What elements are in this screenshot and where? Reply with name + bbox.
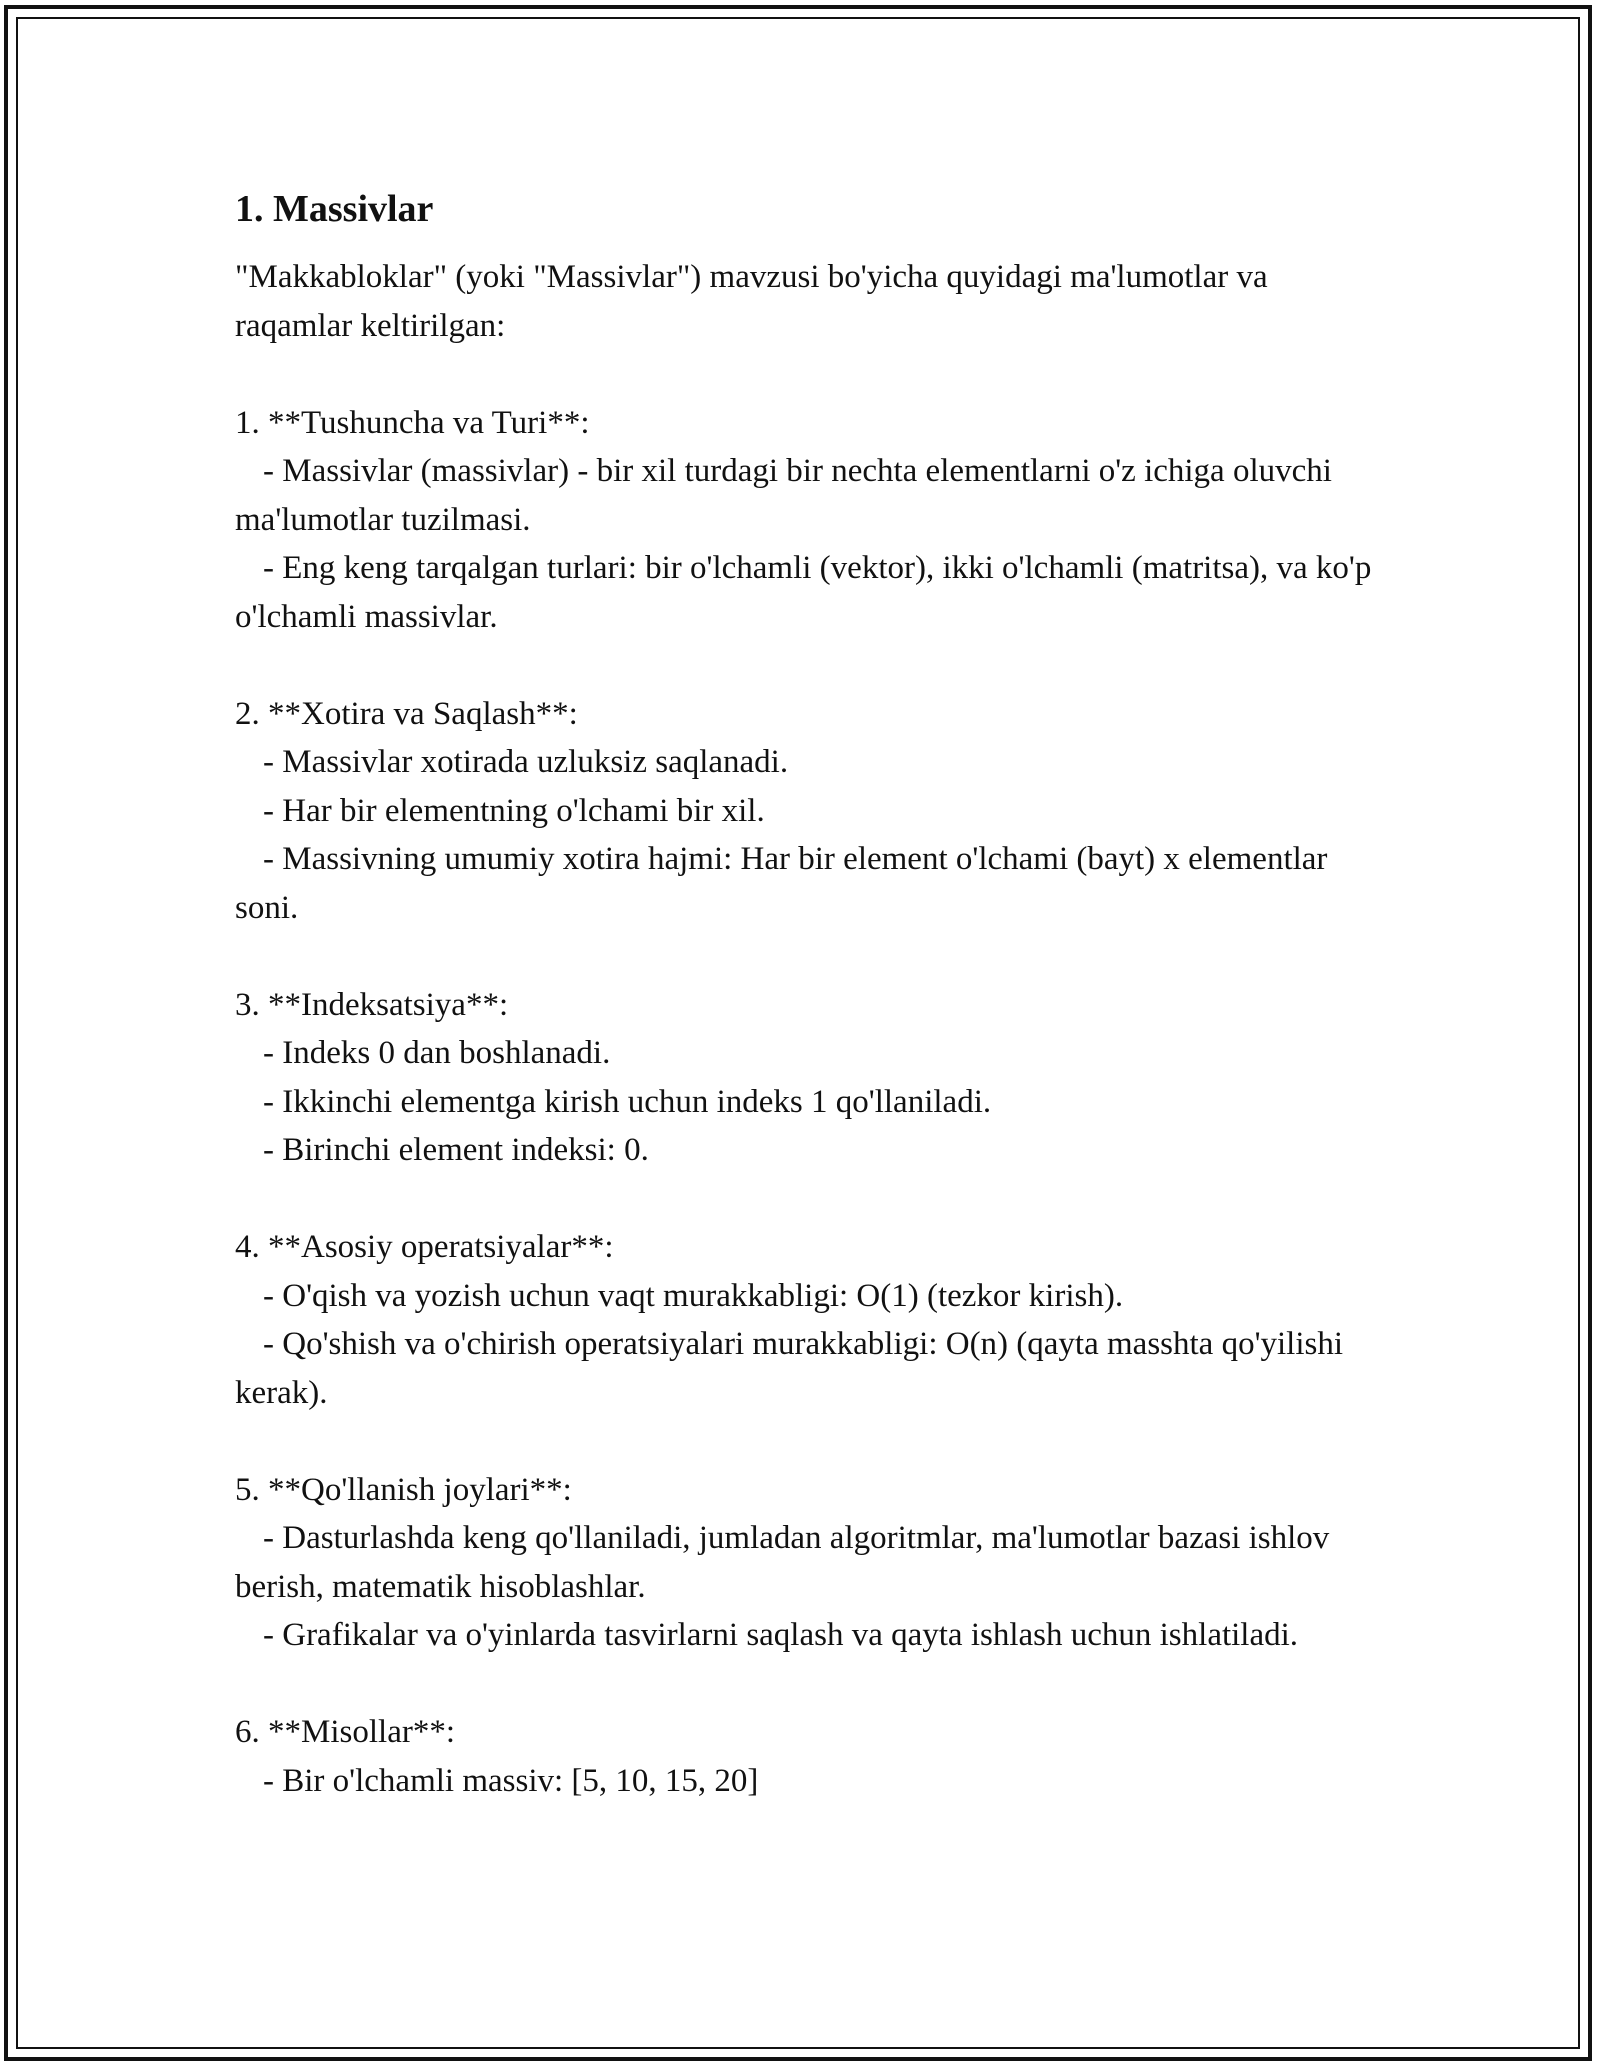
bullet-text: - Dasturlashda keng qo'llaniladi, jumladan algoritmlar, ma'lumotlar bazasi ishlov berish, matematik hisoblashlar.	[235, 1520, 1330, 1605]
section-heading: 2. **Xotira va Saqlash**:	[235, 695, 578, 732]
bullet-item	[235, 1029, 1375, 1078]
intro-paragraph: "Makkabloklar" (yoki "Massivlar") mavzusi bo'yicha quyidagi ma'lumotlar va raqamlar keltirilgan:	[235, 259, 1268, 344]
bullet-item	[235, 1272, 1375, 1321]
section-operations	[235, 1223, 1375, 1417]
section-heading: 3. **Indeksatsiya**:	[235, 986, 509, 1023]
bullet-item	[235, 787, 1375, 836]
bullet-item	[235, 1611, 1375, 1660]
bullet-text: - Grafikalar va o'yinlarda tasvirlarni saqlash va qayta ishlash uchun ishlatiladi.	[263, 1617, 1299, 1653]
document-title: 1. Massivlar	[235, 188, 434, 230]
bullet-text: - Bir o'lchamli massiv: [5, 10, 15, 20]	[263, 1762, 759, 1799]
section-indexing	[235, 981, 1375, 1175]
bullet-item	[235, 1757, 1375, 1806]
bullet-item	[235, 835, 1375, 932]
bullet-item	[235, 1126, 1375, 1175]
document-body	[235, 185, 1375, 1805]
bullet-item	[235, 1320, 1375, 1417]
section-heading: 6. **Misollar**:	[235, 1714, 455, 1750]
section-concept	[235, 399, 1375, 642]
section-examples	[235, 1708, 1375, 1805]
bullet-text: - Massivning umumiy xotira hajmi: Har bir element o'lchami (bayt) x elementlar soni.	[235, 841, 1328, 926]
bullet-item	[235, 544, 1375, 641]
section-memory	[235, 690, 1375, 933]
bullet-text: - Har bir elementning o'lchami bir xil.	[263, 792, 765, 829]
bullet-text: - Birinchi element indeksi: 0.	[263, 1132, 649, 1168]
bullet-text: - Indeks 0 dan boshlanadi.	[263, 1035, 611, 1071]
bullet-text: - Ikkinchi elementga kirish uchun indeks 1 qo'llaniladi.	[263, 1083, 992, 1120]
bullet-text: - Massivlar xotirada uzluksiz saqlanadi.	[263, 744, 789, 780]
bullet-text: - Eng keng tarqalgan turlari: bir o'lchamli (vektor), ikki o'lchamli (matritsa), va ko'p o'lchamli massivlar.	[235, 550, 1372, 635]
bullet-item	[235, 447, 1375, 544]
bullet-item	[235, 738, 1375, 787]
bullet-item	[235, 1078, 1375, 1127]
bullet-text: - Massivlar (massivlar) - bir xil turdagi bir nechta elementlarni o'z ichiga oluvchi ma'lumotlar tuzilmasi.	[235, 453, 1332, 538]
bullet-item	[235, 1514, 1375, 1611]
bullet-text: - O'qish va yozish uchun vaqt murakkabligi: O(1) (tezkor kirish).	[263, 1277, 1124, 1314]
section-heading: 5. **Qo'llanish joylari**:	[235, 1471, 572, 1508]
section-usage	[235, 1466, 1375, 1660]
bullet-text: - Qo'shish va o'chirish operatsiyalari murakkabligi: O(n) (qayta masshta qo'yilishi kerak).	[235, 1326, 1344, 1411]
section-heading: 1. **Tushuncha va Turi**:	[235, 404, 590, 441]
section-heading: 4. **Asosiy operatsiyalar**:	[235, 1229, 614, 1265]
